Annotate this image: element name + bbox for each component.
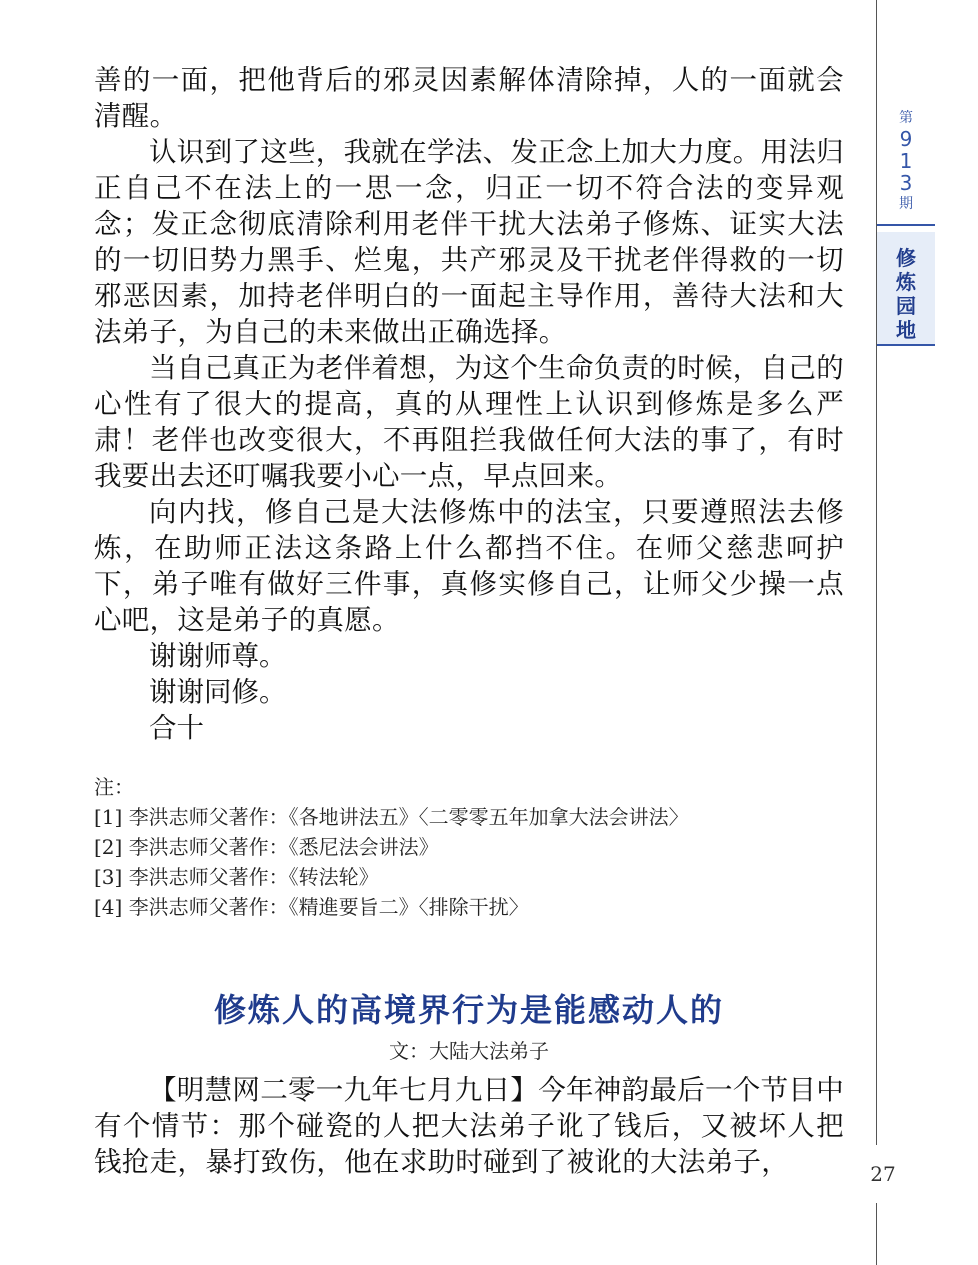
footnotes — [94, 772, 844, 922]
article-title: 修炼人的高境界行为是能感动人的 — [213, 991, 724, 1029]
footnote-item: [3] 李洪志师父著作：《转法轮》 — [94, 865, 379, 889]
footnote-item: [2] 李洪志师父著作：《悉尼法会讲法》 — [94, 835, 439, 859]
page-body — [94, 62, 844, 1180]
body-paragraph: 向内找，修自己是大法修炼中的法宝，只要遵照法去修炼，在助师正法这条路上什么都挡不住。在师父慈悲呵护下，弟子唯有做好三件事，真修实修自己，让师父少操一点心吧，这是弟子的真愿。 — [94, 496, 844, 636]
issue-prefix: 第 — [899, 110, 913, 126]
closing-line: 谢谢同修。 — [149, 676, 287, 708]
column-char: 炼 — [896, 270, 916, 294]
closing-line: 谢谢师尊。 — [149, 640, 287, 672]
column-char: 园 — [896, 294, 916, 318]
issue-digit: 3 — [899, 171, 913, 195]
page-number: 27 — [870, 1162, 896, 1186]
article-first-paragraph: 【明慧网二零一九年七月九日】今年神韵最后一个节目中有个情节：那个碰瓷的人把大法弟子讹了钱后，又被坏人把钱抢走，暴打致伤，他在求助时碰到了被讹的大法弟子， — [94, 1074, 844, 1178]
footnote-item: [4] 李洪志师父著作：《精進要旨二》〈排除干扰〉 — [94, 895, 529, 919]
column-char: 修 — [896, 246, 916, 270]
issue-suffix: 期 — [899, 196, 913, 212]
column-label — [877, 232, 935, 344]
closing-line: 合十 — [149, 712, 204, 744]
article-byline: 文：大陆大法弟子 — [389, 1039, 549, 1063]
column-char: 地 — [896, 318, 916, 342]
issue-digit: 1 — [899, 149, 913, 173]
body-paragraph: 认识到了这些，我就在学法、发正念上加大力度。用法归正自己不在法上的一思一念，归正一切不符合法的变异观念；发正念彻底清除利用老伴干扰大法弟子修炼、证实大法的一切旧势力黑手、烂鬼，共产邪灵及干扰老伴得救的一切邪恶因素，加持老伴明白的一面起主导作用，善待大法和大法弟子，为自己的未来做出正确选择。 — [94, 136, 844, 348]
issue-number-box — [877, 98, 935, 222]
side-rule-bottom — [876, 1203, 877, 1265]
footnote-item: [1] 李洪志师父著作：《各地讲法五》〈二零零五年加拿大法会讲法〉 — [94, 805, 689, 829]
notes-label: 注： — [94, 775, 134, 799]
issue-digit: 9 — [899, 127, 913, 151]
body-paragraph: 当自己真正为老伴着想，为这个生命负责的时候，自己的心性有了很大的提高，真的从理性上认识到修炼是多么严肃！老伴也改变很大，不再阻拦我做任何大法的事了，有时我要出去还叮嘱我要小心一点，早点回来。 — [94, 352, 844, 492]
body-paragraph: 善的一面，把他背后的邪灵因素解体清除掉，人的一面就会清醒。 — [94, 64, 844, 132]
issue-divider — [877, 224, 935, 226]
column-divider — [877, 344, 935, 346]
